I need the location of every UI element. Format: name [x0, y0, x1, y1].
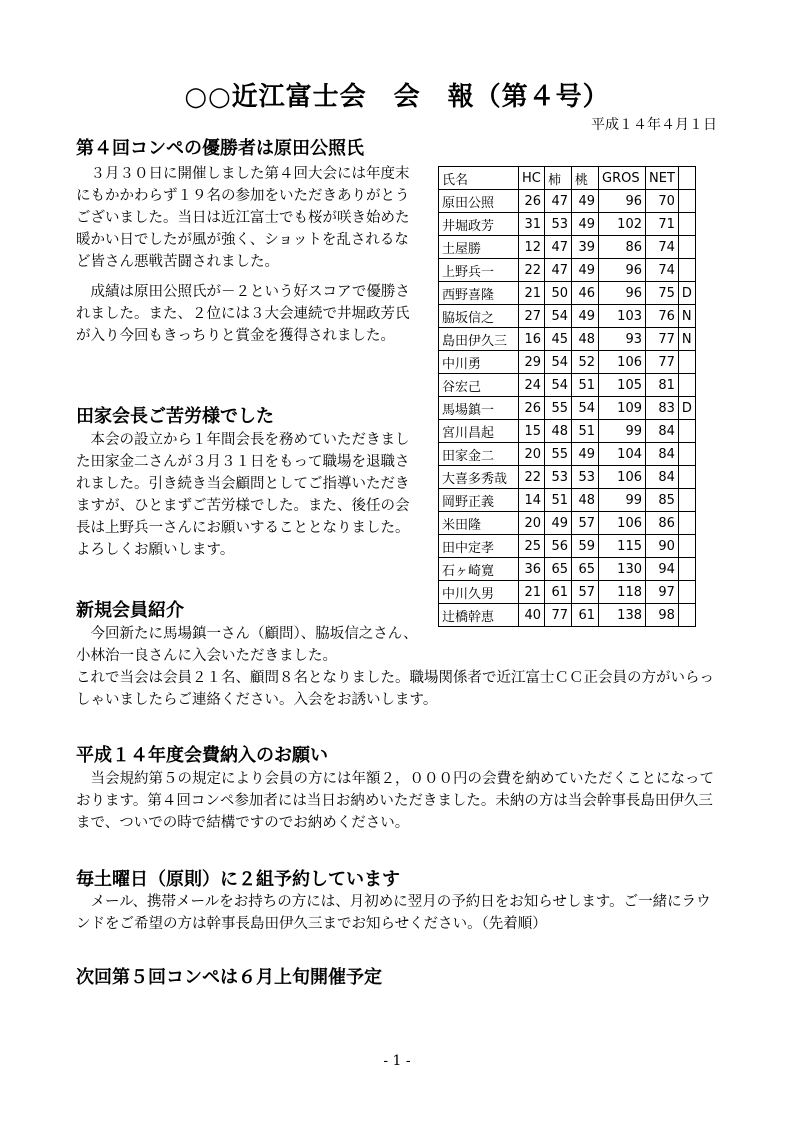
cell-hc: 36: [519, 558, 545, 581]
cell-mark: [678, 443, 695, 466]
cell-hc: 26: [519, 397, 545, 420]
cell-momo: 48: [572, 489, 599, 512]
cell-gros: 99: [599, 489, 646, 512]
cell-name: 井堀政芳: [439, 213, 519, 236]
cell-kaki: 77: [545, 604, 572, 627]
cell-hc: 21: [519, 282, 545, 305]
column-header-name: 氏名: [439, 167, 519, 190]
cell-net: 81: [646, 374, 679, 397]
new-members-paragraph-1: 今回新たに馬場鎮一さん（顧問）、脇坂信之さん、小林治一良さんに入会いただきました。: [76, 626, 418, 664]
table-row: [439, 190, 696, 213]
cell-mark: [678, 351, 695, 374]
cell-net: 94: [646, 558, 679, 581]
cell-kaki: 65: [545, 558, 572, 581]
cell-kaki: 49: [545, 512, 572, 535]
table-row: [439, 535, 696, 558]
cell-gros: 96: [599, 190, 646, 213]
table-row: [439, 328, 696, 351]
column-header-momo: 桃: [572, 167, 599, 190]
cell-name: 辻橋幹恵: [439, 604, 519, 627]
column-header-hc: HC: [519, 167, 545, 190]
cell-mark: [678, 489, 695, 512]
cell-momo: 49: [572, 443, 599, 466]
column-header-kaki: 柿: [545, 167, 572, 190]
cell-kaki: 47: [545, 236, 572, 259]
cell-momo: 53: [572, 466, 599, 489]
cell-gros: 138: [599, 604, 646, 627]
table-row: [439, 466, 696, 489]
cell-net: 74: [646, 236, 679, 259]
cell-name: 西野喜隆: [439, 282, 519, 305]
cell-net: 97: [646, 581, 679, 604]
cell-name: 大喜多秀哉: [439, 466, 519, 489]
section-heading-winner: 第４回コンペの優勝者は原田公照氏: [76, 138, 364, 159]
cell-gros: 118: [599, 581, 646, 604]
table-row: [439, 282, 696, 305]
cell-momo: 49: [572, 190, 599, 213]
cell-mark: [678, 190, 695, 213]
cell-mark: [678, 420, 695, 443]
cell-hc: 22: [519, 466, 545, 489]
cell-gros: 106: [599, 466, 646, 489]
cell-kaki: 51: [545, 489, 572, 512]
cell-kaki: 54: [545, 351, 572, 374]
cell-gros: 109: [599, 397, 646, 420]
cell-kaki: 54: [545, 305, 572, 328]
cell-net: 84: [646, 420, 679, 443]
table-row: [439, 259, 696, 282]
cell-mark: [678, 374, 695, 397]
cell-momo: 57: [572, 581, 599, 604]
table-row: [439, 213, 696, 236]
cell-net: 70: [646, 190, 679, 213]
cell-mark: [678, 558, 695, 581]
cell-kaki: 48: [545, 420, 572, 443]
table-row: [439, 581, 696, 604]
cell-hc: 20: [519, 512, 545, 535]
column-header-mark: [678, 167, 695, 190]
cell-kaki: 50: [545, 282, 572, 305]
cell-mark: [678, 581, 695, 604]
cell-momo: 39: [572, 236, 599, 259]
table-row: [439, 397, 696, 420]
cell-gros: 106: [599, 351, 646, 374]
cell-net: 85: [646, 489, 679, 512]
cell-mark: [678, 512, 695, 535]
cell-hc: 26: [519, 190, 545, 213]
cell-gros: 115: [599, 535, 646, 558]
table-row: [439, 489, 696, 512]
cell-hc: 27: [519, 305, 545, 328]
table-row: [439, 558, 696, 581]
cell-gros: 93: [599, 328, 646, 351]
cell-momo: 49: [572, 213, 599, 236]
reservations-paragraph: メール、携帯メールをお持ちの方には、月初めに翌月の予約日をお知らせします。ご一緒にラウンドをご希望の方は幹事長島田伊久三までお知らせください。（先着順）: [76, 894, 711, 932]
cell-kaki: 45: [545, 328, 572, 351]
cell-net: 84: [646, 443, 679, 466]
cell-name: 土屋勝: [439, 236, 519, 259]
cell-kaki: 47: [545, 190, 572, 213]
cell-hc: 24: [519, 374, 545, 397]
issue-date: 平成１４年４月１日: [591, 117, 717, 133]
cell-kaki: 54: [545, 374, 572, 397]
cell-gros: 105: [599, 374, 646, 397]
cell-kaki: 47: [545, 259, 572, 282]
cell-name: 田中定孝: [439, 535, 519, 558]
table-row: [439, 351, 696, 374]
table-row: [439, 374, 696, 397]
cell-net: 86: [646, 512, 679, 535]
cell-kaki: 55: [545, 443, 572, 466]
cell-gros: 86: [599, 236, 646, 259]
cell-mark: N: [678, 305, 695, 328]
cell-kaki: 56: [545, 535, 572, 558]
section-heading-next-competition: 次回第５回コンペは６月上旬開催予定: [76, 967, 382, 988]
cell-momo: 46: [572, 282, 599, 305]
cell-gros: 96: [599, 259, 646, 282]
cell-hc: 21: [519, 581, 545, 604]
section-heading-chairman: 田家会長ご苦労様でした: [76, 406, 274, 427]
section-heading-new-members: 新規会員紹介: [76, 600, 184, 621]
cell-hc: 14: [519, 489, 545, 512]
fees-paragraph: 当会規約第５の規定により会員の方には年額２，０００円の会費を納めていただくことになっております。第４回コンペ参加者には当日お納めいただきました。未納の方は当会幹事長島田伊久三まで、ついでの時で結構ですのでお納めください。: [76, 771, 714, 831]
cell-momo: 65: [572, 558, 599, 581]
cell-hc: 22: [519, 259, 545, 282]
cell-mark: D: [678, 397, 695, 420]
cell-mark: N: [678, 328, 695, 351]
cell-name: 原田公照: [439, 190, 519, 213]
cell-name: 宮川昌起: [439, 420, 519, 443]
cell-net: 75: [646, 282, 679, 305]
cell-gros: 104: [599, 443, 646, 466]
cell-kaki: 55: [545, 397, 572, 420]
cell-momo: 51: [572, 420, 599, 443]
cell-mark: [678, 604, 695, 627]
cell-momo: 54: [572, 397, 599, 420]
table-row: [439, 236, 696, 259]
section-heading-reservations: 毎土曜日（原則）に２組予約しています: [76, 869, 400, 890]
cell-hc: 20: [519, 443, 545, 466]
table-row: [439, 512, 696, 535]
cell-momo: 59: [572, 535, 599, 558]
cell-net: 98: [646, 604, 679, 627]
cell-mark: D: [678, 282, 695, 305]
cell-name: 馬場鎮一: [439, 397, 519, 420]
cell-gros: 96: [599, 282, 646, 305]
cell-net: 77: [646, 351, 679, 374]
cell-gros: 102: [599, 213, 646, 236]
results-table: [438, 166, 696, 627]
cell-name: 中川久男: [439, 581, 519, 604]
section-heading-fees: 平成１４年度会費納入のお願い: [76, 745, 328, 766]
cell-mark: [678, 259, 695, 282]
cell-hc: 12: [519, 236, 545, 259]
cell-kaki: 53: [545, 213, 572, 236]
cell-name: 米田隆: [439, 512, 519, 535]
cell-mark: [678, 535, 695, 558]
cell-gros: 99: [599, 420, 646, 443]
cell-net: 76: [646, 305, 679, 328]
cell-name: 上野兵一: [439, 259, 519, 282]
newsletter-title: ○○近江富士会 会 報（第４号）: [184, 82, 610, 112]
cell-hc: 40: [519, 604, 545, 627]
table-header-row: [439, 167, 696, 190]
cell-hc: 16: [519, 328, 545, 351]
cell-mark: [678, 213, 695, 236]
cell-net: 90: [646, 535, 679, 558]
cell-name: 島田伊久三: [439, 328, 519, 351]
cell-hc: 29: [519, 351, 545, 374]
page-number: - 1 -: [383, 1053, 411, 1069]
cell-momo: 51: [572, 374, 599, 397]
table-row: [439, 420, 696, 443]
cell-net: 84: [646, 466, 679, 489]
cell-hc: 15: [519, 420, 545, 443]
new-members-paragraph-2: これで当会は会員２１名、顧問８名となりました。職場関係者で近江富士ＣＣ正会員の方がいらっしゃいましたらご連絡ください。入会をお誘いします。: [76, 670, 714, 708]
chairman-paragraph: 本会の設立から１年間会長を務めていただきました田家金二さんが３月３１日をもって職場を退職されました。引き続き当会顧問としてご指導いただきますが、ひとまずご苦労様でした。また、後任の会長は上野兵一さんにお願いすることとなりました。よろしくお願いします。: [76, 432, 410, 558]
cell-momo: 52: [572, 351, 599, 374]
cell-mark: [678, 466, 695, 489]
column-header-net: NET: [646, 167, 679, 190]
column-header-gros: GROS: [599, 167, 646, 190]
winner-paragraph-2: 成績は原田公照氏が－２という好スコアで優勝されました。また、２位には３大会連続で井堀政芳氏が入り今回もきっちりと賞金を獲得されました。: [76, 284, 410, 344]
cell-gros: 103: [599, 305, 646, 328]
cell-net: 71: [646, 213, 679, 236]
cell-name: 中川勇: [439, 351, 519, 374]
table-row: [439, 443, 696, 466]
cell-gros: 106: [599, 512, 646, 535]
cell-name: 田家金二: [439, 443, 519, 466]
winner-paragraph-1: ３月３０日に開催しました第４回大会には年度末にもかかわらず１９名の参加をいただきありがとうございました。当日は近江富士でも桜が咲き始めた暖かい日でしたが風が強く、ショットを乱されるなど皆さん悪戦苦闘されました。: [76, 166, 410, 270]
cell-name: 岡野正義: [439, 489, 519, 512]
cell-momo: 57: [572, 512, 599, 535]
cell-kaki: 61: [545, 581, 572, 604]
cell-name: 脇坂信之: [439, 305, 519, 328]
cell-mark: [678, 236, 695, 259]
table-row: [439, 305, 696, 328]
cell-momo: 49: [572, 259, 599, 282]
cell-name: 石ヶ崎寛: [439, 558, 519, 581]
cell-hc: 31: [519, 213, 545, 236]
cell-momo: 61: [572, 604, 599, 627]
cell-momo: 48: [572, 328, 599, 351]
cell-name: 谷宏己: [439, 374, 519, 397]
cell-net: 83: [646, 397, 679, 420]
cell-hc: 25: [519, 535, 545, 558]
cell-momo: 49: [572, 305, 599, 328]
cell-gros: 130: [599, 558, 646, 581]
table-row: [439, 604, 696, 627]
cell-net: 77: [646, 328, 679, 351]
cell-kaki: 53: [545, 466, 572, 489]
cell-net: 74: [646, 259, 679, 282]
